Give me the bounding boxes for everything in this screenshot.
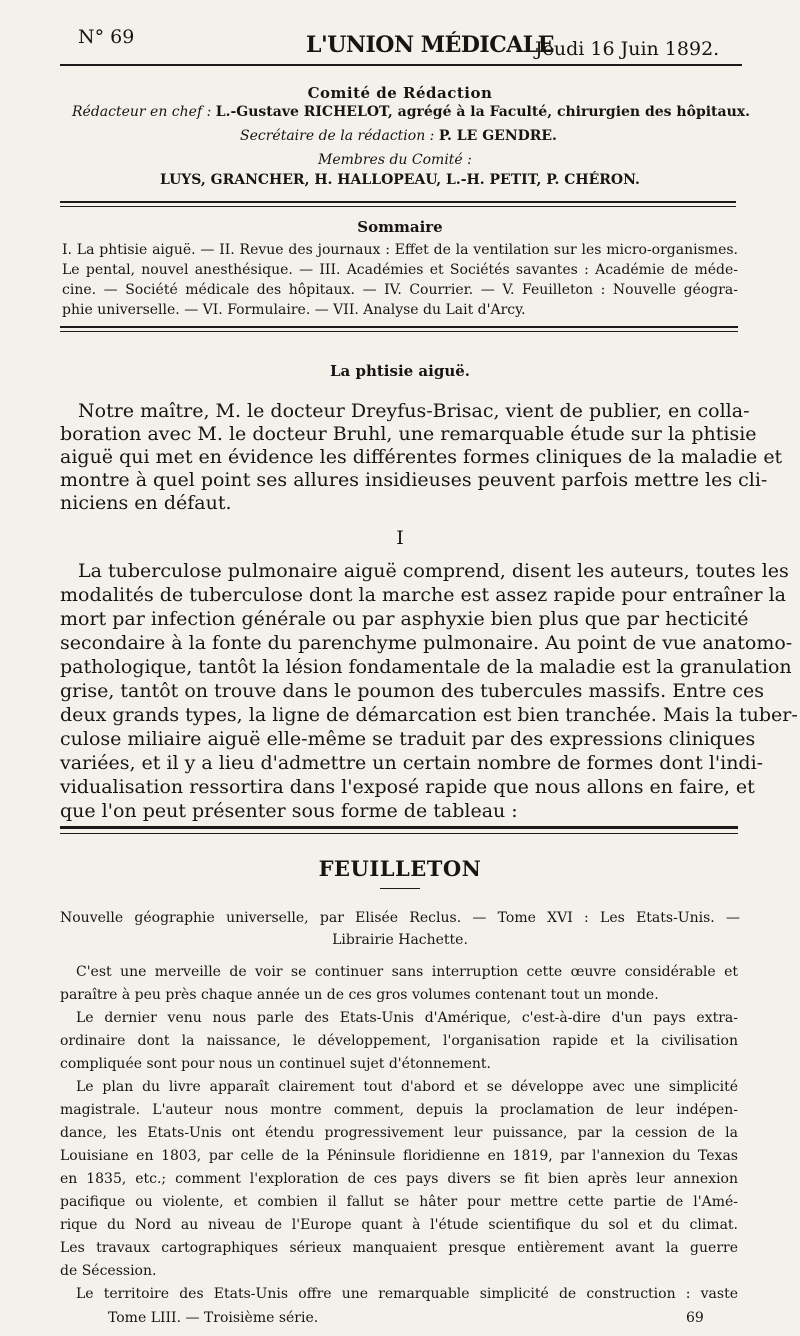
feuilleton-line: compliquée sont pour nous un continuel sujet d'étonnement. (60, 1056, 491, 1072)
article-body-line: deux grands types, la ligne de démarcation est bien tranchée. Mais la tuber- (60, 704, 798, 726)
feuilleton-line: paraître à peu près chaque année un de ces gros volumes contenant tout un monde. (60, 987, 659, 1003)
committee-title: Comité de Rédaction (307, 84, 493, 102)
article-intro-line: boration avec M. le docteur Bruhl, une remarquable étude sur la phtisie (60, 423, 757, 445)
feuilleton-title: FEUILLETON (318, 856, 482, 881)
article-body-line: culose miliaire aiguë elle-même se traduit par des expressions cliniques (60, 728, 756, 750)
members-label: Membres du Comité : (318, 152, 472, 168)
committee-rule-1 (60, 201, 736, 203)
summary-line: I. La phtisie aiguë. — II. Revue des journaux : Effet de la ventilation sur les micro-organismes. (62, 242, 738, 258)
feuilleton-short-rule (380, 888, 420, 889)
secretary-name: P. LE GENDRE. (438, 128, 557, 144)
journal-title: L'UNION MÉDICALE (306, 32, 555, 58)
chief-editor-name: L.-Gustave RICHELOT, agrégé à la Faculté, chirurgien des hôpitaux. (215, 104, 750, 120)
feuilleton-line: Le plan du livre apparaît clairement tout d'abord et se développe avec une simplicité (76, 1079, 738, 1095)
section-numeral: I (396, 527, 404, 549)
secretary-label: Secrétaire de la rédaction : (240, 128, 435, 144)
footer-page-number: 69 (686, 1310, 704, 1326)
summary-rule-2 (60, 331, 738, 332)
article-body-line: que l'on peut présenter sous forme de tableau : (60, 800, 518, 822)
article-body-line: mort par infection générale ou par asphyxie bien plus que par hecticité (60, 608, 749, 630)
footer-volume-text: Tome LIII. — Troisième série. (108, 1310, 319, 1326)
article-intro-line: niciens en défaut. (60, 492, 232, 514)
feuilleton-line: C'est une merveille de voir se continuer sans interruption cette œuvre considérable et (76, 964, 738, 980)
feuilleton-line: en 1835, etc.; comment l'exploration de ces pays divers se fit bien après leur annexion (60, 1171, 738, 1187)
article-end-rule-1 (60, 826, 738, 829)
article-body-line: modalités de tuberculose dont la marche est assez rapide pour entraîner la (60, 584, 787, 606)
feuilleton-line: Les travaux cartographiques sérieux manquaient presque entièrement avant la guerre (60, 1240, 738, 1256)
chief-editor-line (72, 104, 750, 120)
article-body-line: grise, tantôt on trouve dans le poumon des tubercules massifs. Entre ces (60, 680, 764, 702)
article-title: La phtisie aiguë. (330, 362, 470, 380)
issue-date: Jeudi 16 Juin 1892. (535, 38, 720, 60)
article-body-line: secondaire à la fonte du parenchyme pulmonaire. Au point de vue anatomo- (60, 632, 793, 654)
summary-line: phie universelle. — VI. Formulaire. — VII. Analyse du Lait d'Arcy. (62, 302, 526, 318)
issue-number: N° 69 (78, 26, 135, 48)
secretary-line (240, 128, 557, 144)
committee-members: LUYS, GRANCHER, H. HALLOPEAU, L.-H. PETIT, P. CHÉRON. (160, 172, 640, 188)
article-intro-line: montre à quel point ses allures insidieuses peuvent parfois mettre les cli- (60, 469, 768, 491)
feuilleton-heading-line: Nouvelle géographie universelle, par Elisée Reclus. — Tome XVI : Les Etats-Unis. — (60, 910, 740, 926)
feuilleton-line: Le dernier venu nous parle des Etats-Unis d'Amérique, c'est-à-dire d'un pays extra- (76, 1010, 738, 1026)
feuilleton-line: Le territoire des Etats-Unis offre une remarquable simplicité de construction : vaste (76, 1286, 738, 1302)
feuilleton-line: rique du Nord au niveau de l'Europe quant à l'étude scientifique du sol et du climat. (60, 1217, 738, 1233)
article-body-line: pathologique, tantôt la lésion fondamentale de la maladie est la granulation (60, 656, 792, 678)
article-body-line: La tuberculose pulmonaire aiguë comprend, disent les auteurs, toutes les (78, 560, 789, 582)
article-intro-line: aiguë qui met en évidence les différentes formes cliniques de la maladie et (60, 446, 783, 468)
chief-editor-label: Rédacteur en chef : (72, 104, 212, 120)
header-rule (60, 64, 742, 66)
feuilleton-line: dance, les Etats-Unis ont étendu progressivement leur puissance, par la cession de la (60, 1125, 738, 1141)
article-intro-line: Notre maître, M. le docteur Dreyfus-Brisac, vient de publier, en colla- (78, 400, 750, 422)
feuilleton-line: de Sécession. (60, 1263, 157, 1279)
feuilleton-heading-line: Librairie Hachette. (332, 932, 468, 948)
summary-line: Le pental, nouvel anesthésique. — III. Académies et Sociétés savantes : Académie de méde- (62, 262, 738, 278)
summary-title: Sommaire (357, 218, 443, 236)
article-body-line: vidualisation ressortira dans l'exposé rapide que nous allons en faire, et (60, 776, 755, 798)
article-body-line: variées, et il y a lieu d'admettre un certain nombre de formes dont l'indi- (60, 752, 764, 774)
committee-rule-2 (60, 206, 736, 207)
feuilleton-line: ordinaire dont la naissance, le développement, l'organisation rapide et la civilisation (60, 1033, 738, 1049)
article-end-rule-2 (60, 833, 738, 834)
summary-line: cine. — Société médicale des hôpitaux. — IV. Courrier. — V. Feuilleton : Nouvelle géogra- (62, 282, 738, 298)
summary-rule-1 (60, 326, 738, 328)
feuilleton-line: magistrale. L'auteur nous montre comment, depuis la proclamation de leur indépen- (60, 1102, 738, 1118)
footer-volume (108, 1310, 318, 1326)
feuilleton-line: pacifique ou violente, et combien il fallut se hâter pour mettre cette partie de l'Amé- (60, 1194, 738, 1210)
feuilleton-line: Louisiane en 1803, par celle de la Péninsule floridienne en 1819, par l'annexion du Texas (60, 1148, 738, 1164)
